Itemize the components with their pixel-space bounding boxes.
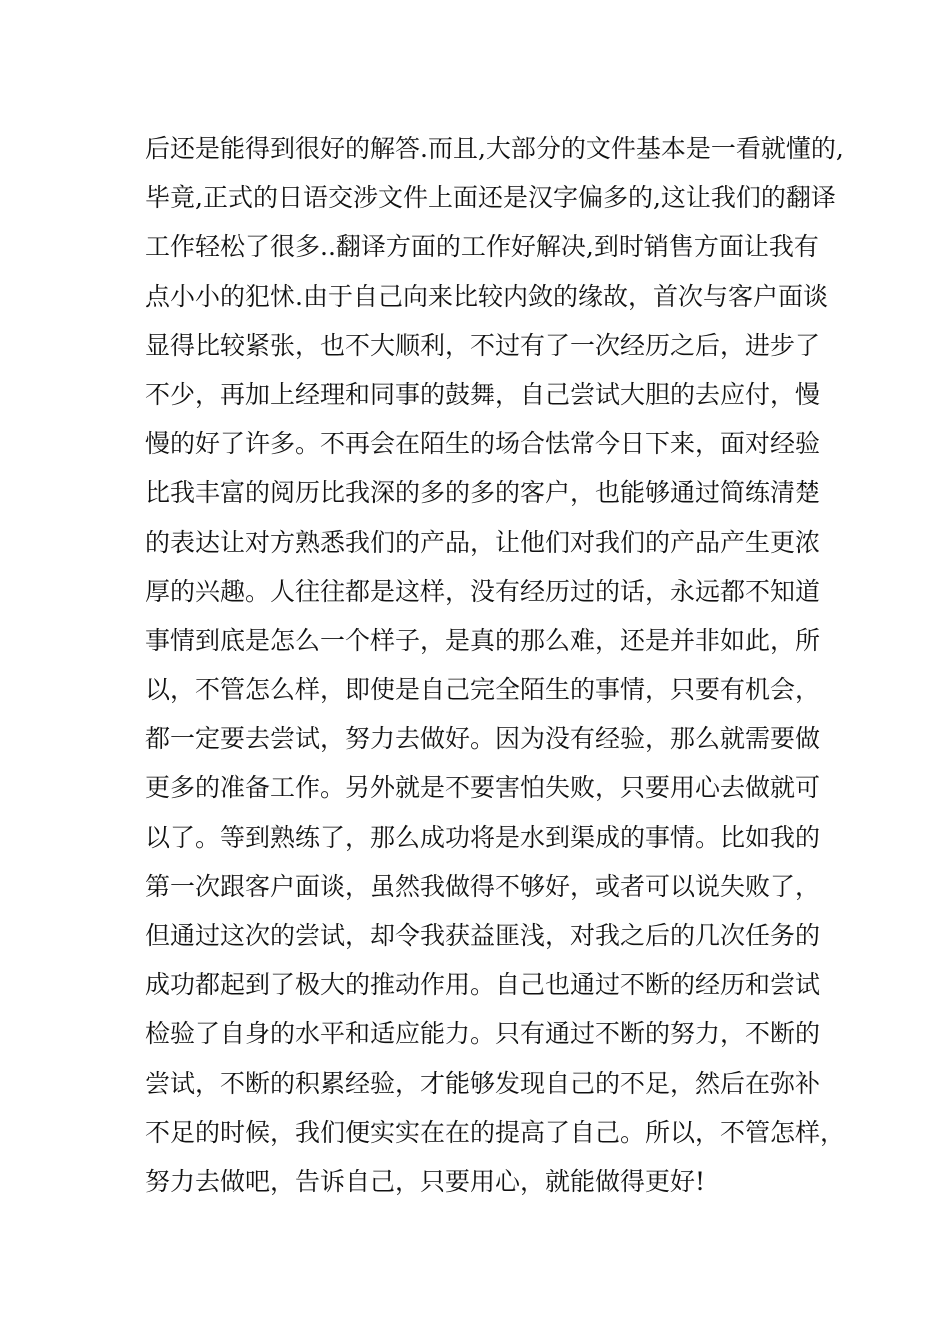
text-line: 努力去做吧，告诉自己，只要用心，就能做得更好! — [145, 1166, 706, 1196]
body-text — [145, 124, 846, 1206]
text-line: 不足的时候，我们便实实在在的提高了自己。所以，不管怎样， — [145, 1117, 846, 1147]
text-line: 检验了自身的水平和适应能力。只有通过不断的努力，不断的 — [145, 1019, 821, 1049]
text-line: 毕竟,正式的日语交涉文件上面还是汉字偏多的,这让我们的翻译 — [145, 183, 836, 213]
text-line: 成功都起到了极大的推动作用。自己也通过不断的经历和尝试 — [145, 970, 821, 1000]
text-line: 第一次跟客户面谈，虽然我做得不够好，或者可以说失败了， — [145, 871, 821, 901]
text-line: 事情到底是怎么一个样子，是真的那么难，还是并非如此，所 — [145, 625, 821, 655]
text-line: 工作轻松了很多..翻译方面的工作好解决,到时销售方面让我有 — [145, 232, 819, 262]
text-line: 点小小的犯怵.由于自己向来比较内敛的缘故，首次与客户面谈 — [145, 281, 828, 311]
text-line: 更多的准备工作。另外就是不要害怕失败，只要用心去做就可 — [145, 773, 821, 803]
text-line: 都一定要去尝试，努力去做好。因为没有经验，那么就需要做 — [145, 724, 821, 754]
text-line: 但通过这次的尝试，却令我获益匪浅，对我之后的几次任务的 — [145, 921, 821, 950]
text-line: 显得比较紧张，也不大顺利，不过有了一次经历之后，进步了 — [145, 330, 821, 360]
text-line: 比我丰富的阅历比我深的多的多的客户，也能够通过简练清楚 — [145, 478, 821, 508]
text-line: 后还是能得到很好的解答.而且,大部分的文件基本是一看就懂的, — [145, 134, 844, 163]
text-line: 不少，再加上经理和同事的鼓舞，自己尝试大胆的去应付，慢 — [145, 379, 821, 409]
text-line: 尝试，不断的积累经验，才能够发现自己的不足，然后在弥补 — [145, 1068, 821, 1098]
text-line: 以，不管怎么样，即使是自己完全陌生的事情，只要有机会， — [145, 675, 821, 705]
text-line: 以了。等到熟练了，那么成功将是水到渠成的事情。比如我的 — [145, 822, 821, 852]
text-line: 厚的兴趣。人往往都是这样，没有经历过的话，永远都不知道 — [145, 576, 821, 606]
text-line: 慢的好了许多。不再会在陌生的场合怯常今日下来，面对经验 — [145, 429, 821, 459]
text-line: 的表达让对方熟悉我们的产品，让他们对我们的产品产生更浓 — [145, 527, 821, 557]
